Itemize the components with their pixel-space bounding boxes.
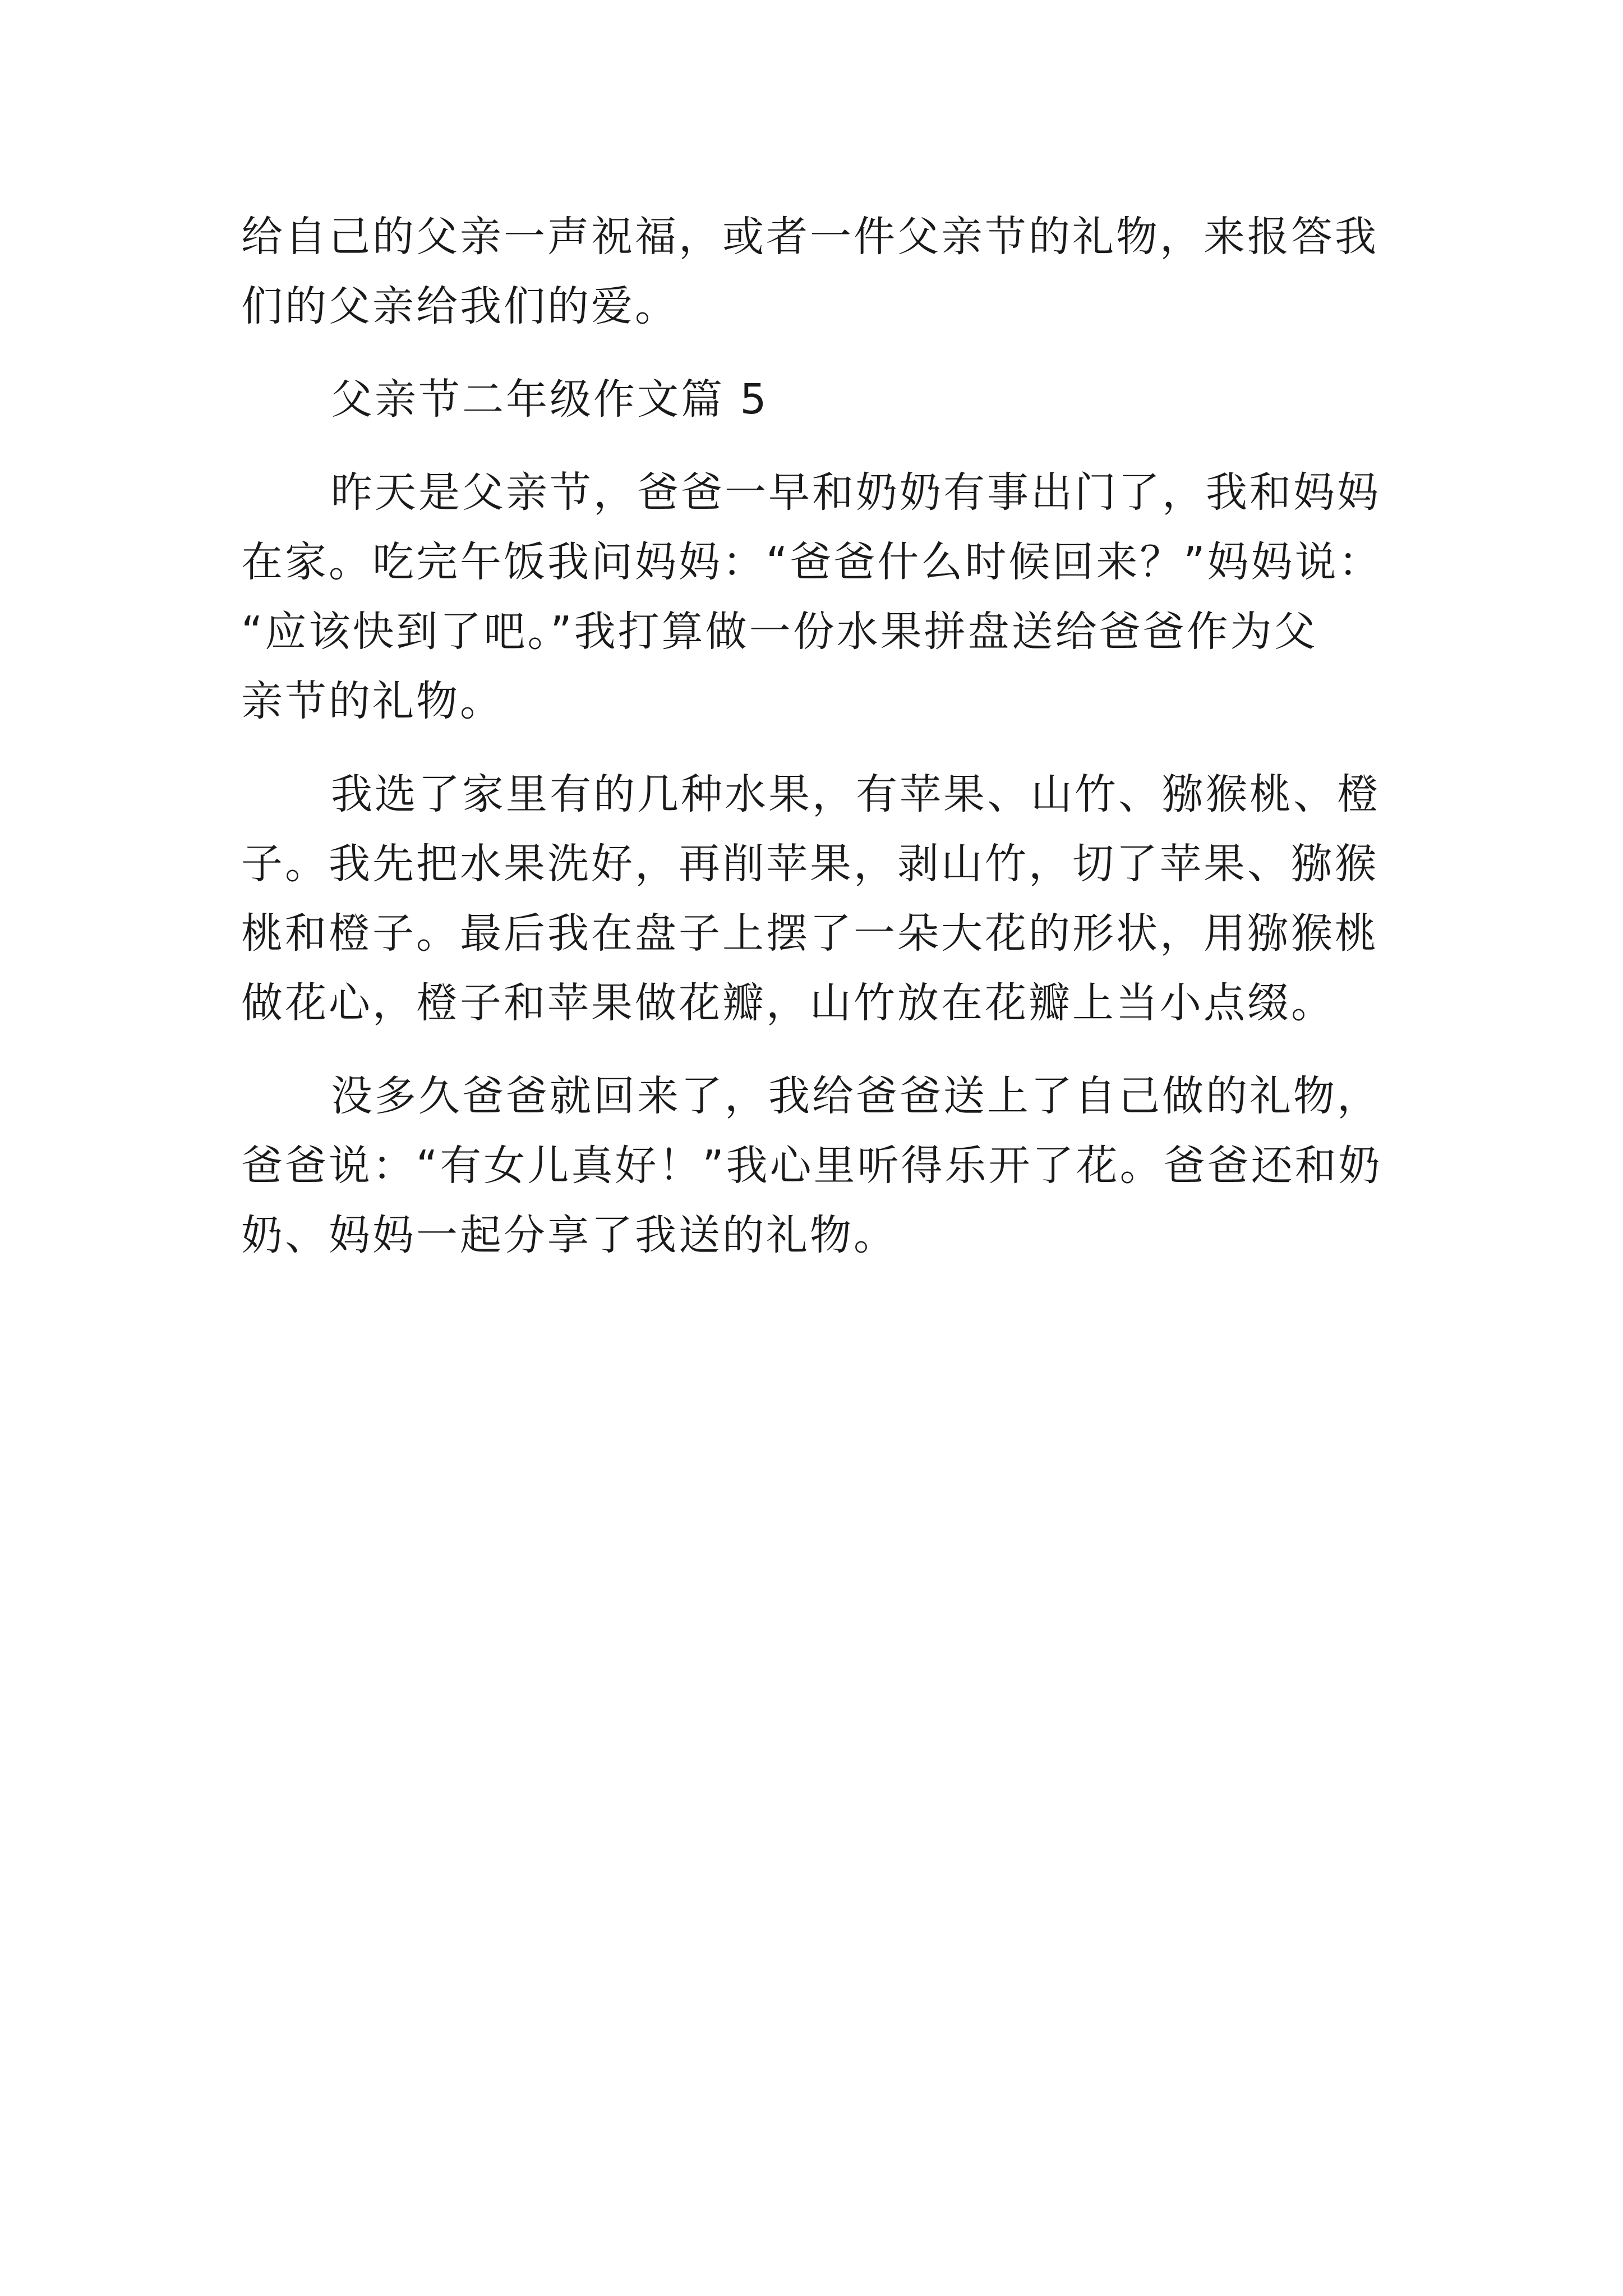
paragraph-line: 做花心，橙子和苹果做花瓣，山竹放在花瓣上当小点缀。 [241,979,1335,1027]
section-heading: 父亲节二年级作文篇 5 [331,375,769,424]
text-line: 们的父亲给我们的爱。 [241,282,679,330]
paragraph-line: 在家。吃完午饭我问妈妈：“爸爸什么时候回来？”妈妈说： [241,538,1382,586]
paragraph-line: 爸爸说：“有女儿真好！”我心里听得乐开了花。爸爸还和奶 [241,1142,1382,1190]
paragraph-line: 我选了家里有的几种水果，有苹果、山竹、猕猴桃、橙 [331,770,1381,818]
document-body [241,202,1436,1270]
paragraph-line: “应该快到了吧。”我打算做一份水果拼盘送给爸爸作为父 [241,608,1318,656]
paragraph-line: 子。我先把水果洗好，再削苹果，剥山竹，切了苹果、猕猴 [241,840,1378,888]
paragraph-line: 昨天是父亲节，爸爸一早和奶奶有事出门了，我和妈妈 [331,468,1381,517]
paragraph-line: 桃和橙子。最后我在盘子上摆了一朵大花的形状，用猕猴桃 [241,909,1378,958]
paragraph-line: 没多久爸爸就回来了，我给爸爸送上了自己做的礼物， [331,1072,1381,1120]
text-line: 给自己的父亲一声祝福，或者一件父亲节的礼物，来报答我 [241,213,1378,261]
paragraph-line: 亲节的礼物。 [241,677,504,725]
paragraph-line: 奶、妈妈一起分享了我送的礼物。 [241,1211,897,1259]
